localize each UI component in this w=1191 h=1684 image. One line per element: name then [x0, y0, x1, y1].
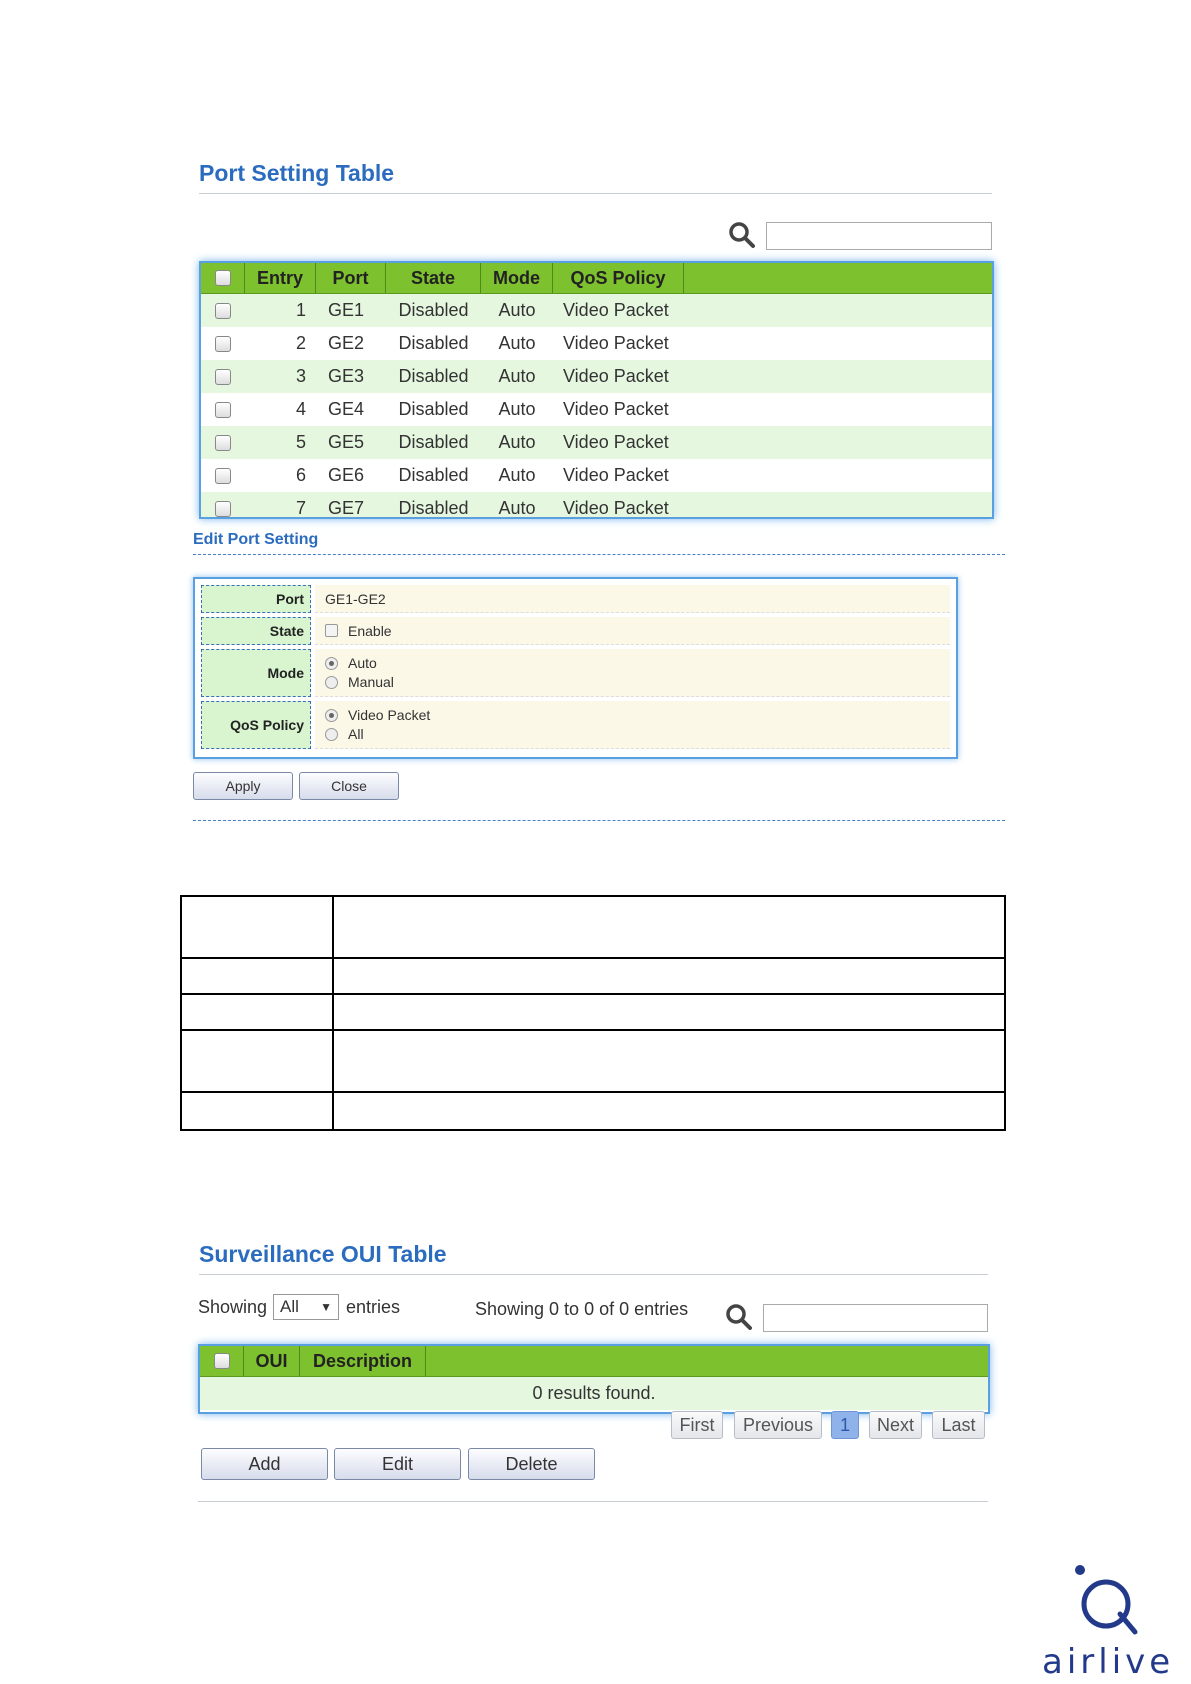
row-checkbox[interactable]: [215, 468, 231, 484]
qos-all-radio[interactable]: [325, 728, 338, 741]
qos-label: QoS Policy: [201, 701, 311, 749]
first-page-button[interactable]: First: [671, 1411, 723, 1439]
table-header: [201, 263, 992, 294]
row-select-cell: [201, 360, 245, 393]
port-setting-table: [199, 261, 994, 519]
bottom-divider: [198, 1501, 988, 1502]
airlive-logo-text: airlive: [1042, 1642, 1175, 1682]
title-divider: [199, 1274, 988, 1275]
mode-label: Mode: [201, 649, 311, 697]
row-select-cell: [201, 393, 245, 426]
port-cell: GE7: [328, 498, 365, 518]
mode-manual-label: Manual: [348, 674, 394, 690]
apply-button[interactable]: Apply: [193, 772, 293, 800]
select-all-cell: [200, 1346, 244, 1376]
row-checkbox[interactable]: [215, 501, 231, 517]
col-state[interactable]: State: [386, 263, 481, 293]
mode-auto-label: Auto: [348, 655, 377, 671]
oui-table: [198, 1344, 990, 1414]
col-description[interactable]: Description: [300, 1346, 426, 1376]
state-label: State: [201, 617, 311, 645]
search-icon[interactable]: [728, 221, 756, 249]
chevron-down-icon: ▼: [320, 1300, 332, 1314]
qos-cell: Video Packet: [563, 399, 669, 419]
mode-auto-radio[interactable]: [325, 657, 338, 670]
qos-all-label: All: [348, 726, 364, 742]
entry-cell: 1: [295, 300, 306, 320]
state-cell: Disabled: [398, 498, 469, 518]
state-cell: Disabled: [398, 366, 469, 386]
state-value: [315, 617, 950, 645]
row-select-cell: [201, 294, 245, 327]
row-select-cell: [201, 426, 245, 459]
port-cell: GE2: [328, 333, 365, 353]
port-cell: GE3: [328, 366, 365, 386]
qos-video-label: Video Packet: [348, 707, 431, 723]
row-checkbox[interactable]: [215, 435, 231, 451]
mode-cell: Auto: [498, 300, 536, 320]
state-cell: Disabled: [398, 333, 469, 353]
table-row[interactable]: [201, 393, 992, 426]
table-row[interactable]: [201, 327, 992, 360]
add-button[interactable]: Add: [201, 1448, 328, 1480]
delete-button[interactable]: Delete: [468, 1448, 595, 1480]
select-all-checkbox[interactable]: [214, 1353, 230, 1369]
table-row[interactable]: [201, 426, 992, 459]
blank-description-table: [180, 895, 1006, 1131]
qos-row: [201, 701, 950, 749]
table-row[interactable]: [201, 492, 992, 519]
showing-label: Showing: [198, 1297, 268, 1317]
mode-manual-radio[interactable]: [325, 676, 338, 689]
state-cell: Disabled: [398, 465, 469, 485]
edit-port-title: Edit Port Setting: [193, 531, 319, 548]
qos-value: [315, 701, 950, 749]
mode-value: [315, 649, 950, 697]
entry-cell: 3: [295, 366, 306, 386]
state-row: [201, 617, 950, 645]
port-cell: GE1: [328, 300, 365, 320]
row-select-cell: [201, 327, 245, 360]
port-row: [201, 585, 950, 613]
last-page-button[interactable]: Last: [932, 1411, 985, 1439]
qos-cell: Video Packet: [563, 498, 669, 518]
col-qos-policy[interactable]: QoS Policy: [553, 263, 684, 293]
qos-cell: Video Packet: [563, 300, 669, 320]
empty-message: 0 results found.: [532, 1383, 656, 1403]
title-divider: [199, 193, 992, 194]
qos-cell: Video Packet: [563, 432, 669, 452]
mode-cell: Auto: [498, 333, 536, 353]
state-enable-checkbox[interactable]: [325, 624, 338, 637]
entry-cell: 7: [295, 498, 306, 518]
row-checkbox[interactable]: [215, 369, 231, 385]
state-enable-label: Enable: [348, 622, 392, 639]
col-port[interactable]: Port: [316, 263, 386, 293]
mode-row: [201, 649, 950, 697]
row-select-cell: [201, 492, 245, 519]
qos-cell: Video Packet: [563, 366, 669, 386]
col-entry[interactable]: Entry: [245, 263, 316, 293]
qos-video-radio[interactable]: [325, 709, 338, 722]
table-header: [200, 1346, 988, 1377]
table-row-line: [182, 1091, 1004, 1093]
row-checkbox[interactable]: [215, 303, 231, 319]
table-row[interactable]: [201, 294, 992, 327]
table-body: [201, 294, 992, 519]
mode-cell: Auto: [498, 432, 536, 452]
mode-cell: Auto: [498, 498, 536, 518]
col-mode[interactable]: Mode: [481, 263, 553, 293]
entry-cell: 2: [295, 333, 306, 353]
close-button[interactable]: Close: [299, 772, 399, 800]
row-checkbox[interactable]: [215, 336, 231, 352]
empty-row: [200, 1377, 988, 1410]
select-all-checkbox[interactable]: [215, 270, 231, 286]
entries-select[interactable]: [273, 1294, 339, 1320]
entry-cell: 5: [295, 432, 306, 452]
entries-label: entries: [346, 1297, 401, 1317]
col-oui[interactable]: OUI: [244, 1346, 300, 1376]
state-cell: Disabled: [398, 399, 469, 419]
showing-summary: Showing 0 to 0 of 0 entries: [475, 1299, 689, 1319]
port-cell: GE6: [328, 465, 365, 485]
port-cell: GE4: [328, 399, 365, 419]
table-row-line: [182, 1029, 1004, 1031]
page-1-button[interactable]: 1: [831, 1411, 859, 1439]
entry-cell: 6: [295, 465, 306, 485]
oui-table-title: Surveillance OUI Table: [199, 1241, 447, 1267]
next-page-button[interactable]: Next: [869, 1411, 922, 1439]
port-cell: GE5: [328, 432, 365, 452]
mode-cell: Auto: [498, 465, 536, 485]
table-row[interactable]: [201, 360, 992, 393]
mode-cell: Auto: [498, 399, 536, 419]
port-label: Port: [201, 585, 311, 613]
previous-page-button[interactable]: Previous: [734, 1411, 822, 1439]
entry-cell: 4: [295, 399, 306, 419]
entries-select-value: All: [280, 1297, 299, 1316]
dashed-divider-bottom: [193, 820, 1005, 821]
table-row-line: [182, 957, 1004, 959]
state-cell: Disabled: [398, 300, 469, 320]
qos-cell: Video Packet: [563, 333, 669, 353]
mode-cell: Auto: [498, 366, 536, 386]
qos-cell: Video Packet: [563, 465, 669, 485]
search-icon[interactable]: [725, 1303, 753, 1331]
oui-search-input[interactable]: [763, 1304, 988, 1332]
table-row-line: [182, 993, 1004, 995]
edit-button[interactable]: Edit: [334, 1448, 461, 1480]
select-all-cell: [201, 263, 245, 293]
edit-port-panel: [193, 577, 958, 759]
table-row[interactable]: [201, 459, 992, 492]
row-checkbox[interactable]: [215, 402, 231, 418]
port-value: [315, 585, 950, 613]
port-setting-title: Port Setting Table: [199, 160, 395, 186]
port-range-text: GE1-GE2: [325, 590, 386, 607]
state-cell: Disabled: [398, 432, 469, 452]
port-search-input[interactable]: [766, 222, 992, 250]
table-column-line: [332, 897, 334, 1129]
row-select-cell: [201, 459, 245, 492]
dashed-divider: [193, 554, 1005, 555]
